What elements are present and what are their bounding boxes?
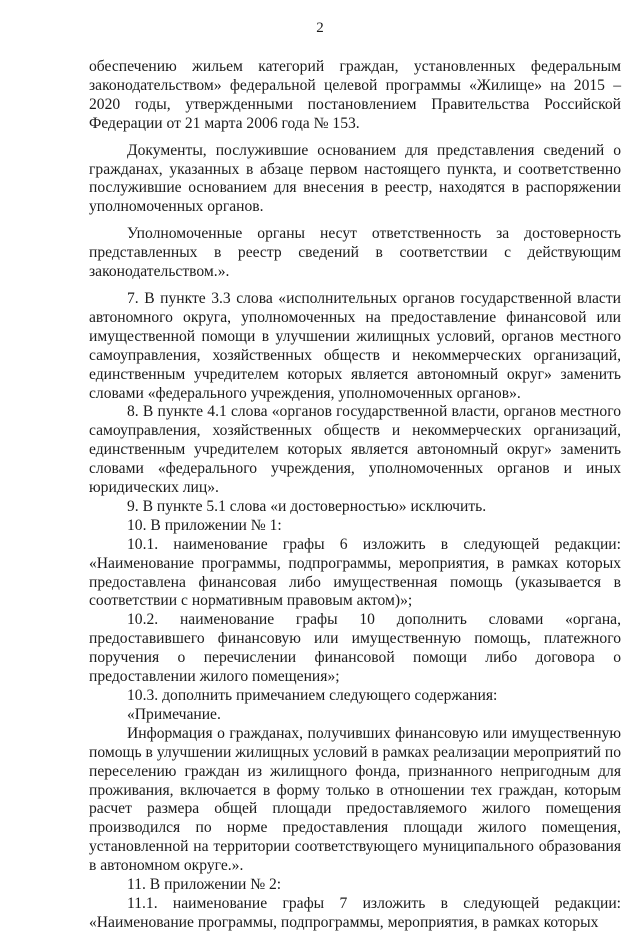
paragraph: «Примечание. xyxy=(127,705,221,723)
paragraph: Информация о гражданах, получивших финансовую или имущественную помощь в улучшении жилищных условий в рамках реализации мероприятий по переселению граждан из жилищного фонда, признанного непригодным для проживания, включается в форму только в отношении тех граждан, которым расчет размера общей площади предоставляемого жилого помещения производился по норме предоставления площади жилого помещения, установленной на территории соответствующего муниципального образования в автономном округе.». xyxy=(89,724,621,875)
page-number: 2 xyxy=(316,20,324,36)
paragraph: 8. В пункте 4.1 слова «органов государственной власти, органов местного самоуправления, хозяйственных обществ и некоммерческих организаций, единственным учредителем которых является автономный округ» заменить словами «федерального учреждения, уполномоченных органов и иных юридических лиц». xyxy=(89,403,621,497)
paragraph: 7. В пункте 3.3 слова «исполнительных органов государственной власти автономного округа, уполномоченных на предоставление финансовой или имущественной помощи в улучшении жилищных условий, органов местного самоуправления, хозяйственных обществ и некоммерческих организаций, единственным учредителем которых является автономный округ» заменить словами «федерального учреждения, уполномоченных органов». xyxy=(89,289,621,402)
paragraph: обеспечению жильем категорий граждан, установленных федеральным законодательством» федеральной целевой программы «Жилище» на 2015 – 2020 годы, утвержденными постановлением Правительства Российской Федерации от 21 марта 2006 года № 153. xyxy=(89,58,621,132)
paragraph: Уполномоченные органы несут ответственность за достоверность представленных в реестр сведений в соответствии с действующим законодательством.». xyxy=(89,225,621,281)
paragraph: 10.2. наименование графы 10 дополнить словами «органа, предоставившего финансовую или имущественную помощь, платежного поручения о перечислении финансовой помощи либо договора о предоставлении жилого помещения»; xyxy=(89,611,621,686)
document-body xyxy=(89,58,621,933)
paragraph: 11.1. наименование графы 7 изложить в следующей редакции: «Наименование программы, подпрограммы, мероприятия, в рамках которых xyxy=(89,894,621,931)
paragraph: 10.3. дополнить примечанием следующего содержания: xyxy=(127,687,498,704)
paragraph: 10. В приложении № 1: xyxy=(127,516,282,534)
paragraph: 9. В пункте 5.1 слова «и достоверностью» исключить. xyxy=(127,497,487,515)
paragraph: Документы, послужившие основанием для представления сведений о гражданах, указанных в абзаце первом настоящего пункта, и соответственно послужившие основанием для внесения в реестр, находятся в распоряжении уполномоченных органов. xyxy=(89,141,621,216)
paragraph: 10.1. наименование графы 6 изложить в следующей редакции: «Наименование программы, подпрограммы, мероприятия, в рамках которых предоставлена финансовая либо имущественная помощь (указывается в соответствии с нормативным правовым актом)»; xyxy=(89,535,621,610)
paragraph: 11. В приложении № 2: xyxy=(127,876,282,894)
